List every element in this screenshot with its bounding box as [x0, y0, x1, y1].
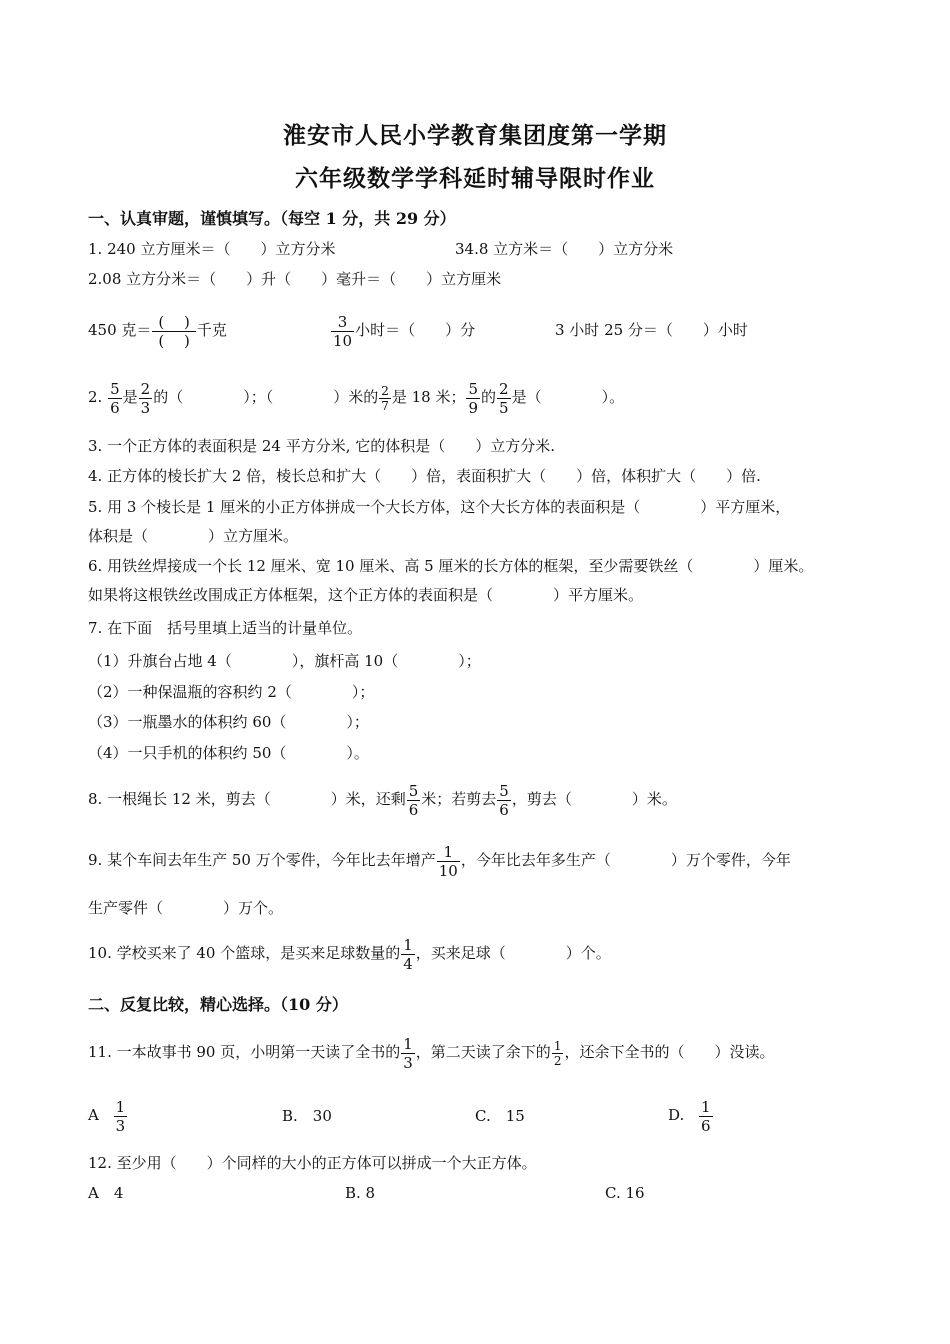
q11-option-d-fraction	[699, 1098, 713, 1135]
q11-option-d-denominator: 6	[701, 1116, 711, 1135]
q4-line: 4. 正方体的棱长扩大 2 倍，棱长总和扩大（ ）倍，表面积扩大（ ）倍，体积扩大（ ）倍.	[88, 467, 761, 485]
q2-f4-denominator: 9	[468, 398, 479, 417]
q11-option-a[interactable]	[88, 1090, 128, 1140]
q2-line	[88, 372, 624, 422]
q2-f3-numerator: 2	[381, 383, 389, 398]
q8-fraction-2	[497, 782, 511, 819]
q9-line-a	[88, 835, 791, 885]
q3-line: 3. 一个正方体的表面积是 24 平方分米, 它的体积是（ ）立方分米.	[88, 437, 556, 455]
q2-label: 2.	[88, 388, 103, 406]
q9-line-b: 生产零件（ ）万个。	[88, 899, 284, 917]
q1-e-suffix: 小时＝（ ）分	[355, 321, 476, 339]
q2-f3-denominator: 7	[381, 398, 389, 413]
q2-text-3: 是 18 米；	[391, 388, 466, 406]
q9-text-2: ，今年比去年多生产（ ）万个零件，今年	[460, 851, 791, 869]
q11-option-a-numerator: 1	[115, 1097, 126, 1116]
q2-fraction-5	[497, 380, 511, 417]
q9-fraction	[437, 843, 460, 880]
q2-f5-denominator: 5	[499, 398, 509, 417]
q2-fraction-4	[466, 380, 480, 417]
q2-fraction-3	[379, 384, 391, 413]
q1-line-c: 2.08 立方分米＝（ ）升（ ）毫升＝（ ）立方厘米	[88, 270, 502, 288]
q2-text-2: 的（ ）；（ ）米的	[153, 388, 379, 406]
q1-e-fraction	[331, 313, 354, 350]
q1-d-prefix: 450 克＝	[88, 321, 152, 339]
q5-line-b: 体积是（ ）立方厘米。	[88, 527, 299, 545]
q8-f1-numerator: 5	[408, 781, 419, 800]
q11-text-2: ，第二天读了余下的	[415, 1043, 551, 1061]
q8-text-1: 8. 一根绳长 12 米，剪去（ ）米，还剩	[88, 790, 406, 808]
q2-f2-numerator: 2	[140, 379, 151, 398]
q1-line-d	[88, 303, 227, 357]
q10-text-1: 10. 学校买来了 40 个篮球，是买来足球数量的	[88, 944, 401, 962]
q11-fraction-1	[401, 1035, 415, 1072]
q11-stem	[88, 1027, 774, 1077]
q2-text-4: 的	[481, 388, 497, 406]
q11-option-a-label: A	[88, 1106, 99, 1124]
title-line-1: 淮安市人民小学教育集团度第一学期	[283, 122, 667, 149]
q8-line	[88, 774, 677, 824]
q8-text-2: 米；若剪去	[421, 790, 497, 808]
q6-line-b: 如果将这根铁丝改围成正方体框架，这个正方体的表面积是（ ）平方厘米。	[88, 586, 644, 604]
q12-stem: 12. 至少用（ ）个同样的大小的正方体可以拼成一个大正方体。	[88, 1154, 537, 1172]
q2-f5-numerator: 2	[499, 379, 509, 398]
q1-e-numerator: 3	[331, 313, 354, 332]
q11-text-1: 11. 一本故事书 90 页，小明第一天读了全书的	[88, 1043, 401, 1061]
q1-line-b: 34.8 立方米＝（ ）立方分米	[455, 240, 674, 258]
q8-f2-numerator: 5	[499, 781, 509, 800]
q8-f1-denominator: 6	[408, 800, 419, 819]
q1-line-f: 3 小时 25 分＝（ ）小时	[555, 321, 748, 339]
q10-text-2: ，买来足球（ ）个。	[415, 944, 611, 962]
q11-f1-denominator: 3	[403, 1053, 413, 1072]
q12-option-c[interactable]: C. 16	[605, 1184, 645, 1202]
section-1-heading: 一、认真审题，谨慎填写。（每空 1 分，共 29 分）	[88, 209, 456, 228]
q1-d-numerator: ( )	[152, 313, 195, 332]
q2-f1-denominator: 6	[110, 398, 120, 417]
q11-option-d-numerator: 1	[701, 1097, 711, 1116]
q1-line-e	[330, 303, 475, 357]
q1-e-denominator: 10	[333, 331, 353, 350]
q11-text-3: ，还余下全书的（ ）没读。	[564, 1043, 775, 1061]
section-2-heading: 二、反复比较，精心选择。（10 分）	[88, 995, 348, 1014]
q10-denominator: 4	[403, 954, 413, 973]
q1-line-a: 1. 240 立方厘米＝（ ）立方分米	[88, 240, 336, 258]
q11-option-b[interactable]: B. 30	[282, 1107, 332, 1125]
q2-f1-numerator: 5	[110, 379, 120, 398]
q1-d-fraction	[152, 313, 195, 350]
q11-option-c[interactable]: C. 15	[475, 1107, 525, 1125]
q10-fraction	[401, 936, 415, 973]
q2-text-5: 是（ ）。	[511, 388, 625, 406]
q10-line	[88, 928, 611, 978]
q7-item-1: （1）升旗台占地 4（ ），旗杆高 10（ ）；	[88, 652, 481, 670]
q9-text-1: 9. 某个车间去年生产 50 万个零件，今年比去年增产	[88, 851, 436, 869]
q8-text-3: ，剪去（ ）米。	[511, 790, 677, 808]
q7-stem: 7. 在下面 括号里填上适当的计量单位。	[88, 619, 363, 637]
q1-d-suffix: 千克	[196, 321, 227, 339]
q11-option-d[interactable]	[668, 1090, 714, 1140]
q12-option-b[interactable]: B. 8	[345, 1184, 376, 1202]
q8-fraction-1	[407, 782, 421, 819]
q7-item-2: （2）一种保温瓶的容积约 2（ ）；	[88, 683, 375, 701]
q10-numerator: 1	[403, 935, 413, 954]
q2-f2-denominator: 3	[140, 398, 151, 417]
q11-option-a-fraction	[114, 1098, 128, 1135]
q6-line-a: 6. 用铁丝焊接成一个长 12 厘米、宽 10 厘米、高 5 厘米的长方体的框架，至少需要铁丝（ ）厘米。	[88, 557, 814, 575]
q11-fraction-2	[552, 1039, 564, 1068]
q2-fraction-1	[108, 380, 122, 417]
q11-f1-numerator: 1	[403, 1034, 413, 1053]
q11-f2-numerator: 1	[553, 1038, 562, 1053]
q9-denominator: 10	[438, 861, 458, 880]
q11-option-a-denominator: 3	[115, 1116, 126, 1135]
q2-text-1: 是	[122, 388, 138, 406]
q9-numerator: 1	[437, 843, 460, 862]
q7-item-4: （4）一只手机的体积约 50（ ）。	[88, 744, 369, 762]
q11-option-d-label: D.	[668, 1106, 685, 1124]
q5-line-a: 5. 用 3 个棱长是 1 厘米的小正方体拼成一个大长方体，这个大长方体的表面积是（ ）平方厘米，	[88, 498, 791, 516]
q1-d-denominator: ( )	[158, 331, 190, 350]
q2-f4-numerator: 5	[468, 379, 479, 398]
q7-item-3: （3）一瓶墨水的体积约 60（ ）；	[88, 713, 369, 731]
q2-fraction-2	[139, 380, 153, 417]
title-line-2: 六年级数学学科延时辅导限时作业	[295, 165, 655, 192]
q12-option-a[interactable]: A 4	[88, 1184, 124, 1202]
q11-f2-denominator: 2	[553, 1053, 562, 1068]
q8-f2-denominator: 6	[499, 800, 509, 819]
